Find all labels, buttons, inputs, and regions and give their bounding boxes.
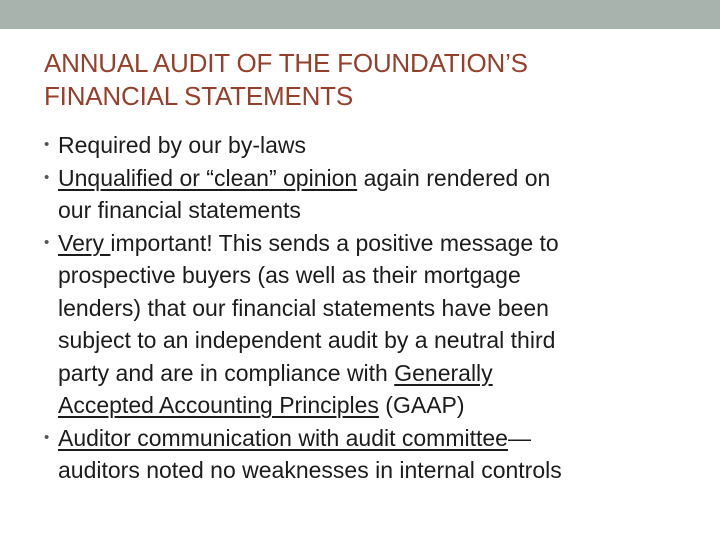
bullet-item xyxy=(44,227,704,422)
bullet-line xyxy=(58,454,704,487)
bullet-dot-icon: • xyxy=(44,136,50,153)
bullet-text: auditors noted no weaknesses in internal controls xyxy=(58,457,562,483)
bullet-text: subject to an independent audit by a neutral third xyxy=(58,327,556,353)
bullet-line xyxy=(58,227,704,260)
bullet-list xyxy=(44,129,704,487)
bullet-dot-icon: • xyxy=(44,428,50,446)
bullet-text: — xyxy=(507,424,531,451)
bullet-text: important! This sends a positive message to xyxy=(110,229,559,256)
underlined-text: Unqualified or “clean” opinion xyxy=(58,164,358,191)
bullet-text: (GAAP) xyxy=(378,392,465,418)
underlined-text: Accepted Accounting Principles xyxy=(58,392,379,418)
slide-title-line-2: FINANCIAL STATEMENTS xyxy=(44,81,353,111)
bullet-line xyxy=(58,357,704,390)
top-accent-bar xyxy=(0,0,720,29)
bullet-text: lenders) that our financial statements have been xyxy=(58,294,549,321)
bullet-text: Required by our by-laws xyxy=(58,132,307,158)
bullet-item xyxy=(44,162,704,227)
bullet-line xyxy=(58,129,704,162)
bullet-dot-icon: • xyxy=(44,168,50,186)
bullet-line xyxy=(58,324,704,357)
bullet-text: party and are in compliance with xyxy=(58,359,395,386)
slide-title xyxy=(44,47,694,113)
bullet-text: our financial statements xyxy=(58,197,301,223)
underlined-text: Generally xyxy=(394,359,493,386)
bullet-line xyxy=(58,162,704,195)
bullet-dot-icon: • xyxy=(44,233,50,251)
bullet-text: prospective buyers (as well as their mortgage xyxy=(58,262,521,288)
bullet-line xyxy=(58,259,704,292)
bullet-line xyxy=(58,292,704,325)
bullet-line xyxy=(58,194,704,227)
underlined-text: Auditor communication with audit committee xyxy=(58,424,508,451)
bullet-line xyxy=(58,389,704,422)
bullet-item xyxy=(44,422,704,487)
underlined-text: Very xyxy=(58,229,111,256)
bullet-item xyxy=(44,129,704,162)
bullet-line xyxy=(58,422,704,455)
slide-title-line-1: ANNUAL AUDIT OF THE FOUNDATION’S xyxy=(44,48,528,78)
bullet-text: again rendered on xyxy=(357,164,551,191)
